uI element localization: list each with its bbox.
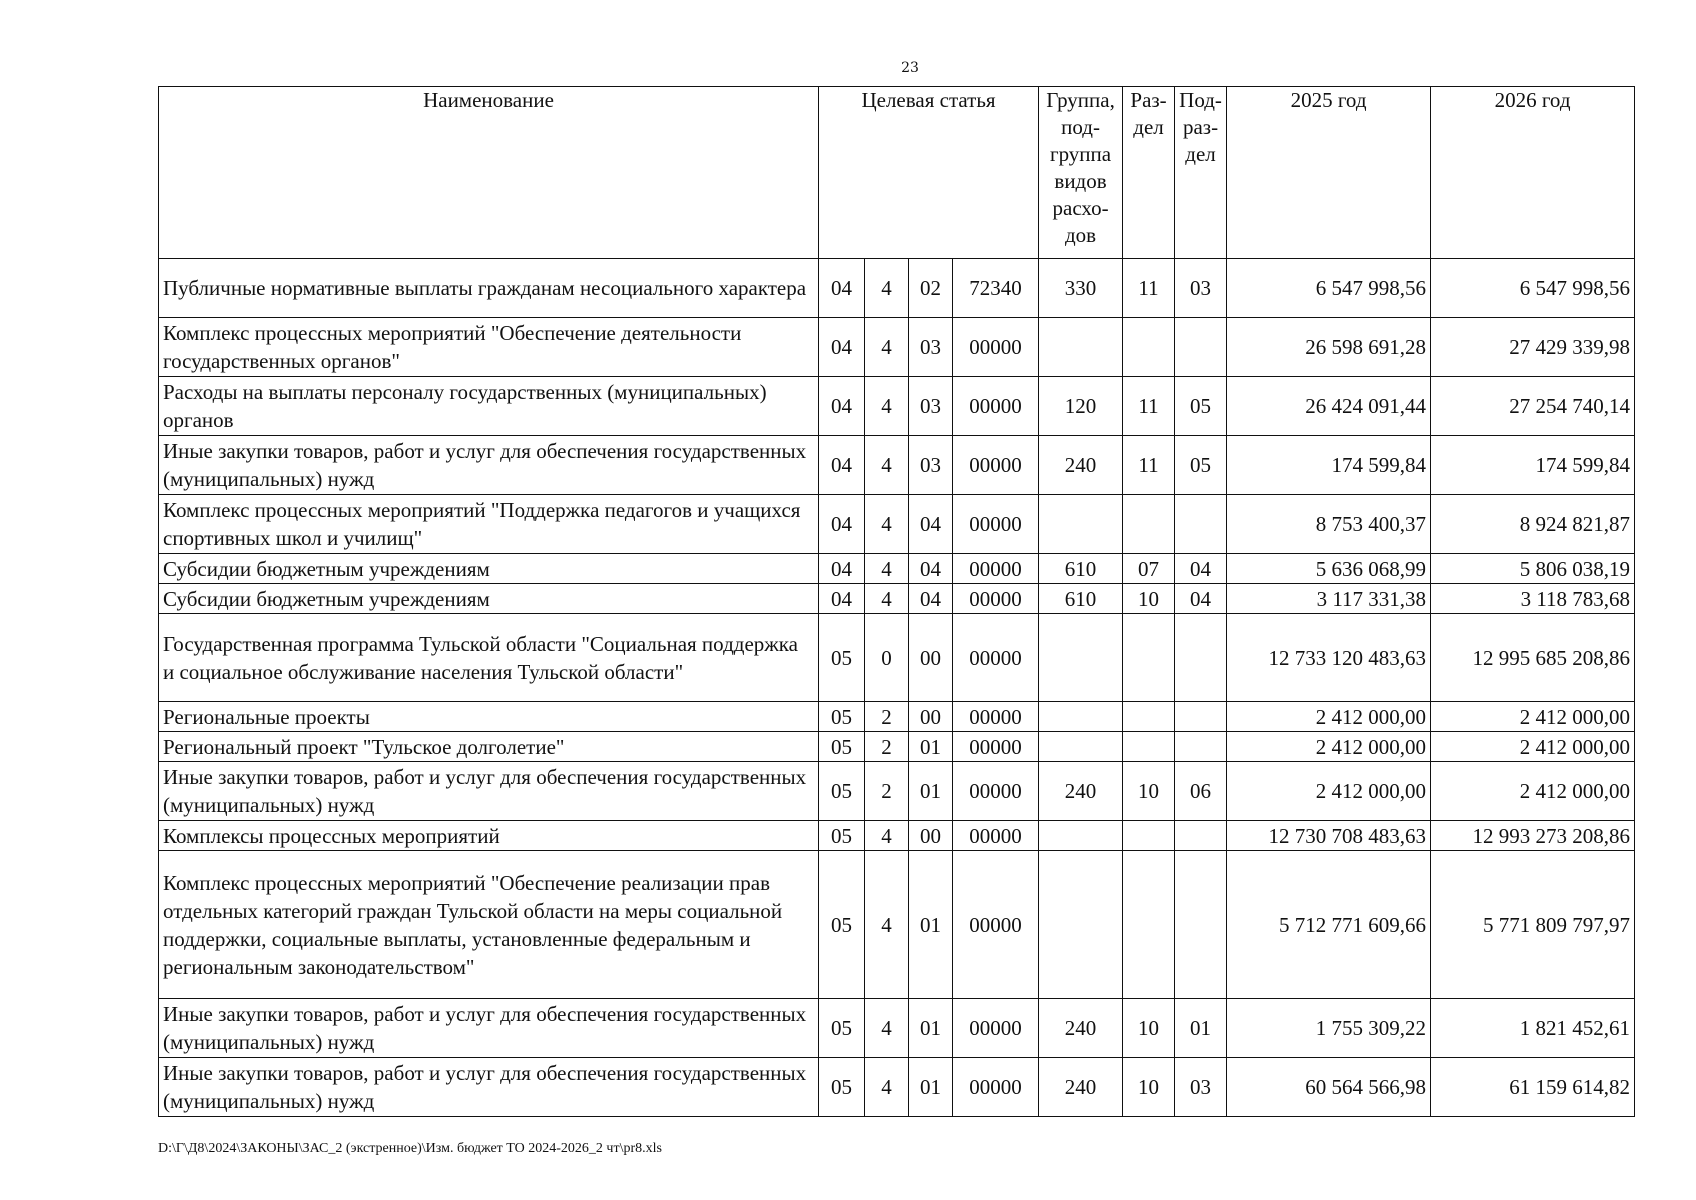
expense-group: 240 — [1039, 999, 1123, 1058]
target-code-direction: 00000 — [953, 436, 1039, 495]
target-code-program: 04 — [819, 318, 865, 377]
target-code-element: 01 — [909, 999, 953, 1058]
section — [1123, 821, 1175, 851]
row-name: Иные закупки товаров, работ и услуг для обеспечения государственных (муниципальных) нужд — [159, 1058, 819, 1117]
table-row — [159, 762, 1635, 821]
amount-2026: 12 995 685 208,86 — [1431, 614, 1635, 702]
header-group: Группа, под- группа видов расхо- дов — [1039, 87, 1123, 259]
table-row — [159, 851, 1635, 999]
row-name: Расходы на выплаты персоналу государственных (муниципальных) органов — [159, 377, 819, 436]
subsection — [1175, 614, 1227, 702]
page-number: 23 — [901, 60, 919, 76]
subsection: 05 — [1175, 377, 1227, 436]
subsection — [1175, 851, 1227, 999]
table-row — [159, 821, 1635, 851]
expense-group — [1039, 318, 1123, 377]
amount-2026: 8 924 821,87 — [1431, 495, 1635, 554]
section — [1123, 318, 1175, 377]
expense-group — [1039, 732, 1123, 762]
expense-group — [1039, 614, 1123, 702]
target-code-element: 04 — [909, 584, 953, 614]
table-row — [159, 377, 1635, 436]
target-code-type: 4 — [865, 495, 909, 554]
target-code-element: 04 — [909, 554, 953, 584]
amount-2026: 2 412 000,00 — [1431, 702, 1635, 732]
table-row — [159, 732, 1635, 762]
amount-2025: 174 599,84 — [1227, 436, 1431, 495]
row-name: Государственная программа Тульской области "Социальная поддержка и социальное обслуживание населения Тульской области" — [159, 614, 819, 702]
amount-2025: 8 753 400,37 — [1227, 495, 1431, 554]
table-row — [159, 584, 1635, 614]
table-row — [159, 614, 1635, 702]
amount-2026: 5 771 809 797,97 — [1431, 851, 1635, 999]
row-name: Комплекс процессных мероприятий "Поддержка педагогов и учащихся спортивных школ и училищ" — [159, 495, 819, 554]
amount-2026: 3 118 783,68 — [1431, 584, 1635, 614]
table-row — [159, 436, 1635, 495]
expense-group: 330 — [1039, 259, 1123, 318]
budget-table — [158, 86, 1635, 1117]
target-code-direction: 00000 — [953, 554, 1039, 584]
target-code-type: 2 — [865, 702, 909, 732]
amount-2026: 2 412 000,00 — [1431, 732, 1635, 762]
target-code-type: 4 — [865, 851, 909, 999]
expense-group: 240 — [1039, 436, 1123, 495]
table-row — [159, 1058, 1635, 1117]
subsection: 05 — [1175, 436, 1227, 495]
target-code-element: 00 — [909, 614, 953, 702]
amount-2026: 27 429 339,98 — [1431, 318, 1635, 377]
row-name: Иные закупки товаров, работ и услуг для обеспечения государственных (муниципальных) нужд — [159, 436, 819, 495]
target-code-element: 01 — [909, 732, 953, 762]
table-row — [159, 999, 1635, 1058]
target-code-type: 4 — [865, 318, 909, 377]
section: 11 — [1123, 436, 1175, 495]
subsection — [1175, 495, 1227, 554]
amount-2026: 5 806 038,19 — [1431, 554, 1635, 584]
section — [1123, 614, 1175, 702]
target-code-element: 03 — [909, 318, 953, 377]
target-code-type: 4 — [865, 999, 909, 1058]
amount-2025: 60 564 566,98 — [1227, 1058, 1431, 1117]
row-name: Комплексы процессных мероприятий — [159, 821, 819, 851]
subsection: 04 — [1175, 554, 1227, 584]
section: 11 — [1123, 377, 1175, 436]
target-code-direction: 00000 — [953, 762, 1039, 821]
section: 07 — [1123, 554, 1175, 584]
amount-2025: 26 598 691,28 — [1227, 318, 1431, 377]
subsection — [1175, 821, 1227, 851]
target-code-element: 01 — [909, 851, 953, 999]
target-code-direction: 00000 — [953, 614, 1039, 702]
row-name: Субсидии бюджетным учреждениям — [159, 584, 819, 614]
target-code-program: 05 — [819, 614, 865, 702]
amount-2026: 6 547 998,56 — [1431, 259, 1635, 318]
row-name: Субсидии бюджетным учреждениям — [159, 554, 819, 584]
subsection — [1175, 702, 1227, 732]
amount-2025: 2 412 000,00 — [1227, 762, 1431, 821]
target-code-element: 03 — [909, 377, 953, 436]
target-code-type: 4 — [865, 377, 909, 436]
target-code-type: 4 — [865, 259, 909, 318]
target-code-direction: 00000 — [953, 821, 1039, 851]
row-name: Региональные проекты — [159, 702, 819, 732]
amount-2025: 6 547 998,56 — [1227, 259, 1431, 318]
target-code-program: 05 — [819, 999, 865, 1058]
file-path-footer: D:\Г\Д8\2024\ЗАКОНЫ\ЗАС_2 (экстренное)\Изм. бюджет ТО 2024-2026_2 чт\pr8.xls — [158, 1141, 662, 1156]
row-name: Региональный проект "Тульское долголетие" — [159, 732, 819, 762]
target-code-program: 04 — [819, 495, 865, 554]
expense-group — [1039, 821, 1123, 851]
amount-2025: 5 636 068,99 — [1227, 554, 1431, 584]
header-year-2025: 2025 год — [1227, 87, 1431, 259]
table-row — [159, 495, 1635, 554]
target-code-direction: 00000 — [953, 999, 1039, 1058]
section — [1123, 851, 1175, 999]
subsection: 01 — [1175, 999, 1227, 1058]
amount-2025: 12 730 708 483,63 — [1227, 821, 1431, 851]
target-code-direction: 00000 — [953, 851, 1039, 999]
expense-group — [1039, 702, 1123, 732]
target-code-program: 04 — [819, 554, 865, 584]
amount-2025: 2 412 000,00 — [1227, 732, 1431, 762]
subsection — [1175, 318, 1227, 377]
subsection: 06 — [1175, 762, 1227, 821]
table-row — [159, 259, 1635, 318]
amount-2025: 3 117 331,38 — [1227, 584, 1431, 614]
target-code-element: 00 — [909, 821, 953, 851]
subsection: 03 — [1175, 1058, 1227, 1117]
header-target: Целевая статья — [819, 87, 1039, 259]
target-code-type: 2 — [865, 732, 909, 762]
header-name: Наименование — [159, 87, 819, 259]
expense-group: 240 — [1039, 762, 1123, 821]
target-code-direction: 72340 — [953, 259, 1039, 318]
header-section: Раз- дел — [1123, 87, 1175, 259]
target-code-program: 04 — [819, 584, 865, 614]
section: 10 — [1123, 1058, 1175, 1117]
header-subsection: Под- раз- дел — [1175, 87, 1227, 259]
expense-group: 120 — [1039, 377, 1123, 436]
expense-group: 610 — [1039, 554, 1123, 584]
target-code-element: 03 — [909, 436, 953, 495]
table-header-row — [159, 87, 1635, 259]
expense-group — [1039, 851, 1123, 999]
expense-group: 240 — [1039, 1058, 1123, 1117]
section — [1123, 732, 1175, 762]
target-code-type: 4 — [865, 1058, 909, 1117]
amount-2025: 1 755 309,22 — [1227, 999, 1431, 1058]
section — [1123, 495, 1175, 554]
target-code-type: 0 — [865, 614, 909, 702]
target-code-type: 4 — [865, 821, 909, 851]
row-name: Публичные нормативные выплаты гражданам несоциального характера — [159, 259, 819, 318]
subsection: 04 — [1175, 584, 1227, 614]
target-code-program: 05 — [819, 1058, 865, 1117]
section — [1123, 702, 1175, 732]
row-name: Иные закупки товаров, работ и услуг для обеспечения государственных (муниципальных) нужд — [159, 762, 819, 821]
amount-2025: 5 712 771 609,66 — [1227, 851, 1431, 999]
table-body — [159, 259, 1635, 1117]
amount-2026: 174 599,84 — [1431, 436, 1635, 495]
table-row — [159, 318, 1635, 377]
amount-2025: 26 424 091,44 — [1227, 377, 1431, 436]
target-code-program: 04 — [819, 436, 865, 495]
target-code-element: 01 — [909, 762, 953, 821]
target-code-element: 00 — [909, 702, 953, 732]
section: 10 — [1123, 762, 1175, 821]
target-code-type: 2 — [865, 762, 909, 821]
header-year-2026: 2026 год — [1431, 87, 1635, 259]
target-code-type: 4 — [865, 584, 909, 614]
target-code-program: 05 — [819, 851, 865, 999]
target-code-program: 05 — [819, 702, 865, 732]
subsection: 03 — [1175, 259, 1227, 318]
target-code-direction: 00000 — [953, 702, 1039, 732]
target-code-type: 4 — [865, 436, 909, 495]
section: 10 — [1123, 584, 1175, 614]
subsection — [1175, 732, 1227, 762]
target-code-element: 01 — [909, 1058, 953, 1117]
expense-group: 610 — [1039, 584, 1123, 614]
amount-2026: 27 254 740,14 — [1431, 377, 1635, 436]
target-code-element: 02 — [909, 259, 953, 318]
target-code-direction: 00000 — [953, 318, 1039, 377]
amount-2026: 2 412 000,00 — [1431, 762, 1635, 821]
amount-2026: 12 993 273 208,86 — [1431, 821, 1635, 851]
target-code-program: 05 — [819, 762, 865, 821]
table-row — [159, 702, 1635, 732]
amount-2026: 61 159 614,82 — [1431, 1058, 1635, 1117]
target-code-type: 4 — [865, 554, 909, 584]
amount-2025: 12 733 120 483,63 — [1227, 614, 1431, 702]
amount-2026: 1 821 452,61 — [1431, 999, 1635, 1058]
target-code-program: 04 — [819, 377, 865, 436]
target-code-element: 04 — [909, 495, 953, 554]
target-code-program: 05 — [819, 732, 865, 762]
target-code-program: 05 — [819, 821, 865, 851]
table-row — [159, 554, 1635, 584]
expense-group — [1039, 495, 1123, 554]
row-name: Иные закупки товаров, работ и услуг для обеспечения государственных (муниципальных) нужд — [159, 999, 819, 1058]
target-code-direction: 00000 — [953, 732, 1039, 762]
target-code-direction: 00000 — [953, 584, 1039, 614]
section: 10 — [1123, 999, 1175, 1058]
amount-2025: 2 412 000,00 — [1227, 702, 1431, 732]
row-name: Комплекс процессных мероприятий "Обеспечение деятельности государственных органов" — [159, 318, 819, 377]
target-code-direction: 00000 — [953, 495, 1039, 554]
target-code-program: 04 — [819, 259, 865, 318]
section: 11 — [1123, 259, 1175, 318]
row-name: Комплекс процессных мероприятий "Обеспечение реализации прав отдельных категорий граждан Тульской области на меры социальной поддержки, социальные выплаты, установленные федеральным и региональным законодательством" — [159, 851, 819, 999]
target-code-direction: 00000 — [953, 1058, 1039, 1117]
target-code-direction: 00000 — [953, 377, 1039, 436]
